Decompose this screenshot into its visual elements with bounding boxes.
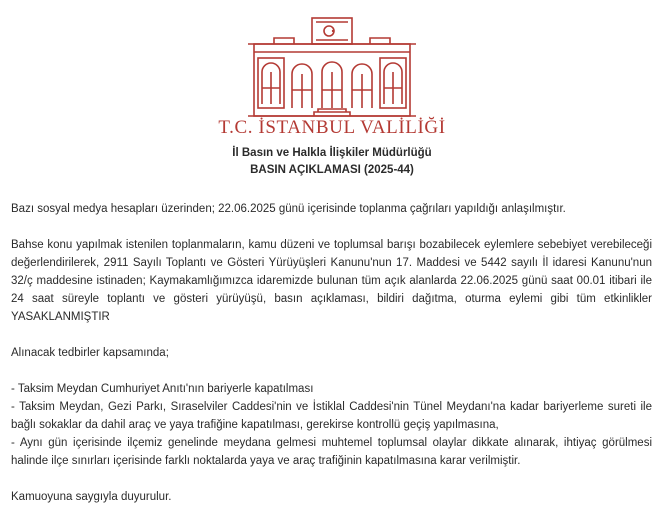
- ban-paragraph: Bahse konu yapılmak istenilen toplanmaların, kamu düzeni ve toplumsal barışı bozabilecek eylemlere sebebiyet verebileceği değerlendirilerek, 2911 Sayılı Toplantı ve Gösteri Yürüyüşleri Kanunu'nun 17. Maddesi ve 5442 sayılı İl idaresi Kanunu'nun 32/ç maddesine istinaden; Kaymakamlığımızca idaremizde bulunan tüm açık alanlarda 22.06.2025 günü saat 00.01 itibari ile 24 saat süreyle toplantı ve gösteri yürüyüşü, basın açıklaması, bildiri dağıtma, oturma eylemi gibi tüm etkinlikler YASAKLANMIŞTIR: [11, 239, 652, 323]
- list-item: - Taksim Meydan Cumhuriyet Anıtı'nın bariyerle kapatılması: [11, 383, 314, 395]
- department-name: İl Basın ve Halkla İlişkiler Müdürlüğü: [232, 147, 432, 159]
- closing-line: Kamuoyuna saygıyla duyurulur.: [11, 491, 172, 503]
- list-item: - Aynı gün içerisinde ilçemiz genelinde meydana gelmesi muhtemel toplumsal olaylar dikkate alınarak, ihtiyaç görülmesi halinde ilçe sınırları içerisinde farklı noktalarda yaya ve araç trafiğinin kapatılmasına karar verilmiştir.: [11, 437, 652, 467]
- intro-paragraph: Bazı sosyal medya hesapları üzerinden; 22.06.2025 günü içerisinde toplanma çağrıları yapıldığı anlaşılmıştır.: [11, 203, 566, 215]
- list-item: - Taksim Meydan, Gezi Parkı, Sıraselviler Caddesi'nin ve İstiklal Caddesi'nin Tünel Meydanı'na kadar bariyerleme sureti ile bağlı sokaklar da dahil araç ve yaya trafiğine kapatılması, gerekirse kontrollü geçiş yapılmasına,: [11, 401, 652, 431]
- governorship-name: T.C. İSTANBUL VALİLİĞİ: [218, 117, 446, 138]
- press-release-body: [11, 200, 652, 506]
- measures-list: [11, 380, 652, 470]
- measures-intro: Alınacak tedbirler kapsamında;: [11, 347, 169, 359]
- document-title: BASIN AÇIKLAMASI (2025-44): [250, 164, 414, 176]
- governorship-building-logo: [244, 14, 420, 122]
